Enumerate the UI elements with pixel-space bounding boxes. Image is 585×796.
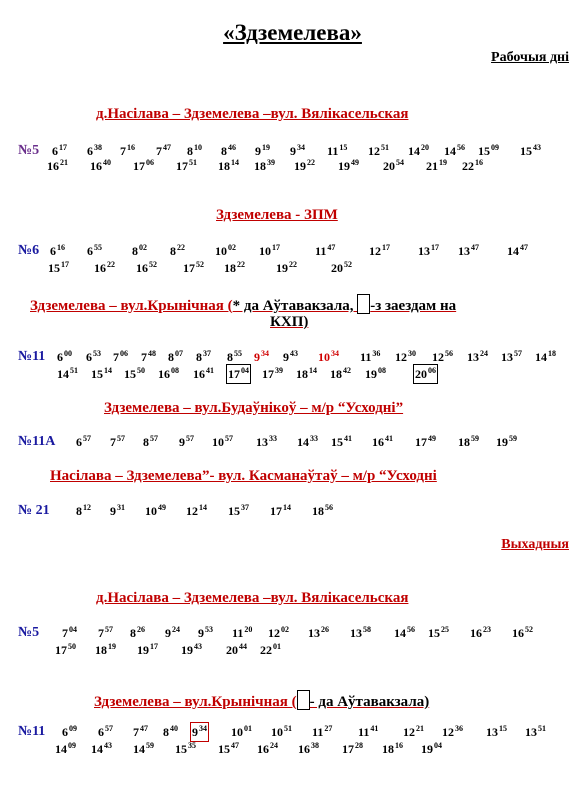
departure-time: $16^{40}$ [90,158,111,173]
departure-time: $6^{53}$ [86,349,101,364]
departure-time: $13^{51}$ [525,724,546,739]
departure-time: $15^{37}$ [228,503,249,518]
departure-time: $14^{51}$ [57,366,78,381]
route-number: №11 [18,349,46,364]
departure-time: $16^{24}$ [257,741,278,756]
departure-time: $7^{47}$ [156,143,171,158]
departure-time: $19^{04}$ [421,741,442,756]
page-title: «Здземелева» [223,20,362,45]
departure-time: $10^{17}$ [259,243,280,258]
departure-time: $19^{17}$ [137,642,158,657]
departure-time: $14^{56}$ [394,625,415,640]
departure-time: $16^{38}$ [298,741,319,756]
route-number: № 21 [18,503,50,518]
departure-time: $11^{15}$ [327,143,348,158]
departure-time: $16^{22}$ [94,260,115,275]
departure-time: $10^{57}$ [212,434,233,449]
departure-time: $8^{57}$ [143,434,158,449]
departure-time: $8^{46}$ [221,143,236,158]
route-title-cont: КХП) [270,314,309,330]
departure-time: $16^{52}$ [136,260,157,275]
route-title: д.Насілава – Здземелева –вул. Вялікасельская [96,106,409,122]
departure-time: $12^{36}$ [442,724,463,739]
departure-time: $12^{14}$ [186,503,207,518]
departure-time: $12^{21}$ [403,724,424,739]
departure-time: $9^{31}$ [110,503,125,518]
departure-time: $12^{02}$ [268,625,289,640]
departure-time: $7^{48}$ [141,349,156,364]
departure-time: $16^{52}$ [512,625,533,640]
departure-time: $6^{57}$ [98,724,113,739]
departure-time: $7^{57}$ [110,434,125,449]
departure-time: $6^{09}$ [62,724,77,739]
departure-time: $20^{06}$ [415,366,436,381]
route-title: Здземелева - ЗПМ [216,207,338,223]
departure-time: $10^{49}$ [145,503,166,518]
departure-time: $13^{24}$ [467,349,488,364]
departure-time: $8^{07}$ [168,349,183,364]
departure-time: $11^{41}$ [358,724,379,739]
departure-time: $16^{08}$ [158,366,179,381]
departure-time: $14^{59}$ [133,741,154,756]
departure-time: $8^{12}$ [76,503,91,518]
departure-time: $11^{47}$ [315,243,336,258]
route-number: №5 [18,143,40,158]
departure-time: $17^{50}$ [55,642,76,657]
departure-time: $17^{51}$ [176,158,197,173]
departure-time: $14^{56}$ [444,143,465,158]
departure-time: $12^{56}$ [432,349,453,364]
departure-time: $22^{16}$ [462,158,483,173]
route-number: №11 [18,724,46,739]
departure-time: $19^{22}$ [294,158,315,173]
departure-time: $6^{00}$ [57,349,72,364]
departure-time: $7^{06}$ [113,349,128,364]
departure-time: $14^{18}$ [535,349,556,364]
departure-time: $18^{42}$ [330,366,351,381]
departure-time: $14^{09}$ [55,741,76,756]
departure-time: $15^{43}$ [520,143,541,158]
departure-time: $10^{01}$ [231,724,252,739]
departure-time: $14^{20}$ [408,143,429,158]
departure-time: $7^{47}$ [133,724,148,739]
departure-time: $14^{33}$ [297,434,318,449]
route-title: Здземелева – вул.Крынічная (* да Аўтавакзала, -з заездам на [30,294,456,315]
departure-time: $8^{02}$ [132,243,147,258]
departure-time: $18^{39}$ [254,158,275,173]
departure-time: $19^{22}$ [276,260,297,275]
departure-time: $20^{44}$ [226,642,247,657]
bracket-box-icon [297,690,310,710]
route-title: Здземелева – вул.Крынічная ( - да Аўтавакзала) [94,690,429,711]
departure-time: $8^{37}$ [196,349,211,364]
departure-time: $18^{14}$ [296,366,317,381]
departure-time: $13^{47}$ [458,243,479,258]
departure-time: $18^{19}$ [95,642,116,657]
departure-time: $7^{57}$ [98,625,113,640]
departure-time: $16^{21}$ [47,158,68,173]
departure-time: $12^{30}$ [395,349,416,364]
departure-time: $15^{17}$ [48,260,69,275]
departure-time: $6^{38}$ [87,143,102,158]
departure-time: $17^{28}$ [342,741,363,756]
departure-time: $6^{16}$ [50,243,65,258]
departure-time: $8^{26}$ [130,625,145,640]
departure-time: $22^{01}$ [260,642,281,657]
departure-time: $20^{54}$ [383,158,404,173]
departure-time: $14^{43}$ [91,741,112,756]
departure-time: $8^{22}$ [170,243,185,258]
departure-time: $19^{08}$ [365,366,386,381]
departure-time: $11^{20}$ [232,625,253,640]
departure-time: $17^{39}$ [262,366,283,381]
departure-time: $7^{16}$ [120,143,135,158]
departure-time: $9^{34}$ [254,349,269,364]
route-number: №6 [18,243,40,258]
departure-time: $17^{52}$ [183,260,204,275]
route-number: №5 [18,625,40,640]
departure-time: $18^{56}$ [312,503,333,518]
departure-time: $13^{58}$ [350,625,371,640]
departure-time: $9^{19}$ [255,143,270,158]
departure-time: $15^{50}$ [124,366,145,381]
departure-time: $19^{59}$ [496,434,517,449]
departure-time: $18^{59}$ [458,434,479,449]
departure-time: $6^{17}$ [52,143,67,158]
departure-time: $17^{14}$ [270,503,291,518]
departure-time: $13^{57}$ [501,349,522,364]
departure-time: $8^{10}$ [187,143,202,158]
departure-time: $16^{41}$ [193,366,214,381]
departure-time: $15^{14}$ [91,366,112,381]
departure-time: $11^{36}$ [360,349,381,364]
departure-time: $13^{15}$ [486,724,507,739]
departure-time: $8^{40}$ [163,724,178,739]
departure-time: $15^{25}$ [428,625,449,640]
departure-time: $10^{34}$ [318,349,339,364]
departure-time: $9^{34}$ [290,143,305,158]
departure-time: $17^{49}$ [415,434,436,449]
departure-time: $15^{47}$ [218,741,239,756]
departure-time: $7^{04}$ [62,625,77,640]
departure-time: $12^{17}$ [369,243,390,258]
departure-time: $9^{34}$ [192,724,207,739]
departure-time: $11^{27}$ [312,724,333,739]
bracket-box-icon [357,294,370,314]
weekend-label: Выхадныя [501,537,569,552]
departure-time: $16^{23}$ [470,625,491,640]
departure-time: $17^{06}$ [133,158,154,173]
departure-time: $9^{53}$ [198,625,213,640]
departure-time: $6^{55}$ [87,243,102,258]
route-number: №11А [18,434,56,449]
departure-time: $15^{41}$ [331,434,352,449]
weekdays-label: Рабочыя дні [491,50,569,65]
departure-time: $18^{14}$ [218,158,239,173]
departure-time: $9^{24}$ [165,625,180,640]
departure-time: $20^{52}$ [331,260,352,275]
departure-time: $18^{22}$ [224,260,245,275]
departure-time: $19^{43}$ [181,642,202,657]
departure-time: $8^{55}$ [227,349,242,364]
departure-time: $13^{33}$ [256,434,277,449]
route-title: Насілава – Здземелева”- вул. Касманаўтаў – м/р “Усходні [50,468,437,484]
departure-time: $15^{09}$ [478,143,499,158]
departure-time: $13^{26}$ [308,625,329,640]
departure-time: $10^{51}$ [271,724,292,739]
departure-time: $6^{57}$ [76,434,91,449]
departure-time: $9^{43}$ [283,349,298,364]
departure-time: $13^{17}$ [418,243,439,258]
departure-time: $17^{04}$ [228,366,249,381]
route-title: Здземелева – вул.Будаўнікоў – м/р “Усходні” [104,400,404,416]
departure-time: $15^{35}$ [175,741,196,756]
departure-time: $14^{47}$ [507,243,528,258]
departure-time: $9^{57}$ [179,434,194,449]
departure-time: $21^{19}$ [426,158,447,173]
departure-time: $12^{51}$ [368,143,389,158]
route-title: д.Насілава – Здземелева –вул. Вялікасельская [96,590,409,606]
departure-time: $18^{16}$ [382,741,403,756]
departure-time: $10^{02}$ [215,243,236,258]
departure-time: $16^{41}$ [372,434,393,449]
departure-time: $19^{49}$ [338,158,359,173]
